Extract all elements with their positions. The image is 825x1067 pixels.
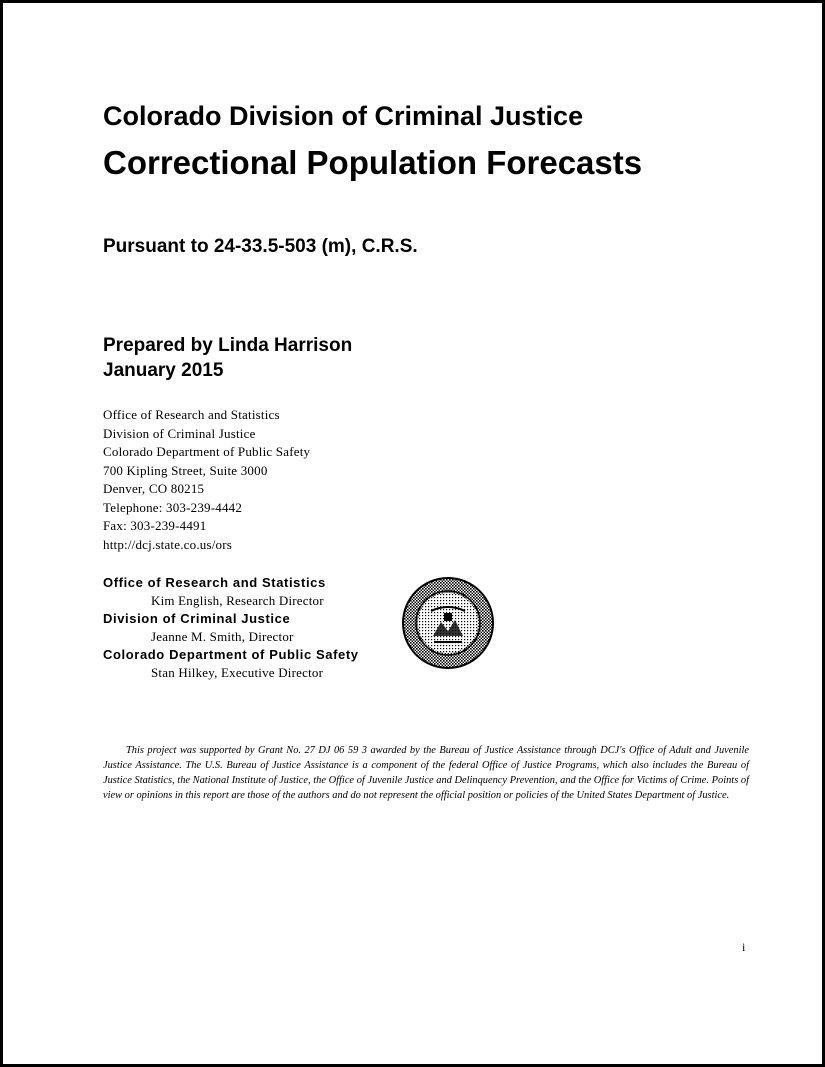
address-website: http://dcj.state.co.us/ors <box>103 536 233 552</box>
contact-address <box>103 406 310 554</box>
staff-person: Kim English, Research Director <box>151 593 324 608</box>
address-fax: Fax: 303-239-4491 <box>103 518 207 533</box>
address-city: Denver, CO 80215 <box>103 481 205 496</box>
organization-title: Colorado Division of Criminal Justice <box>103 101 584 131</box>
colorado-state-seal-icon <box>401 576 495 670</box>
address-office: Office of Research and Statistics <box>103 407 280 422</box>
statute-reference: Pursuant to 24-33.5-503 (m), C.R.S. <box>103 236 418 257</box>
address-street: 700 Kipling Street, Suite 3000 <box>103 462 268 478</box>
prepared-block <box>103 333 352 383</box>
grant-disclaimer: This project was supported by Grant No. 27 DJ 06 59 3 awarded by the Bureau of Justice Assistance through DCJ's Office of Adult and Juvenile Justice Assistance. The U.S. Bureau of Justice Assistance is a component of the federal Office of Justice Programs, which also includes the Bureau of Justice Statistics, the National Institute of Justice, the Office of Juvenile Justice and Delinquency Prevention, and the Office for Victims of Crime. Points of view or opinions in this report are those of the authors and do not represent the official position or policies of the United States Department of Justice. <box>103 745 749 801</box>
address-division: Division of Criminal Justice <box>103 425 256 441</box>
staff-unit: Division of Criminal Justice <box>103 611 291 626</box>
page-number: i <box>742 940 746 954</box>
report-date: January 2015 <box>103 360 224 381</box>
staff-person: Jeanne M. Smith, Director <box>151 629 294 644</box>
staff-unit: Office of Research and Statistics <box>103 575 326 590</box>
staff-list <box>103 574 359 682</box>
address-department: Colorado Department of Public Safety <box>103 444 311 459</box>
staff-person: Stan Hilkey, Executive Director <box>151 665 324 680</box>
report-title: Correctional Population Forecasts <box>103 144 643 181</box>
address-telephone: Telephone: 303-239-4442 <box>103 499 243 515</box>
prepared-by: Prepared by Linda Harrison <box>103 335 353 356</box>
staff-unit: Colorado Department of Public Safety <box>103 647 359 662</box>
